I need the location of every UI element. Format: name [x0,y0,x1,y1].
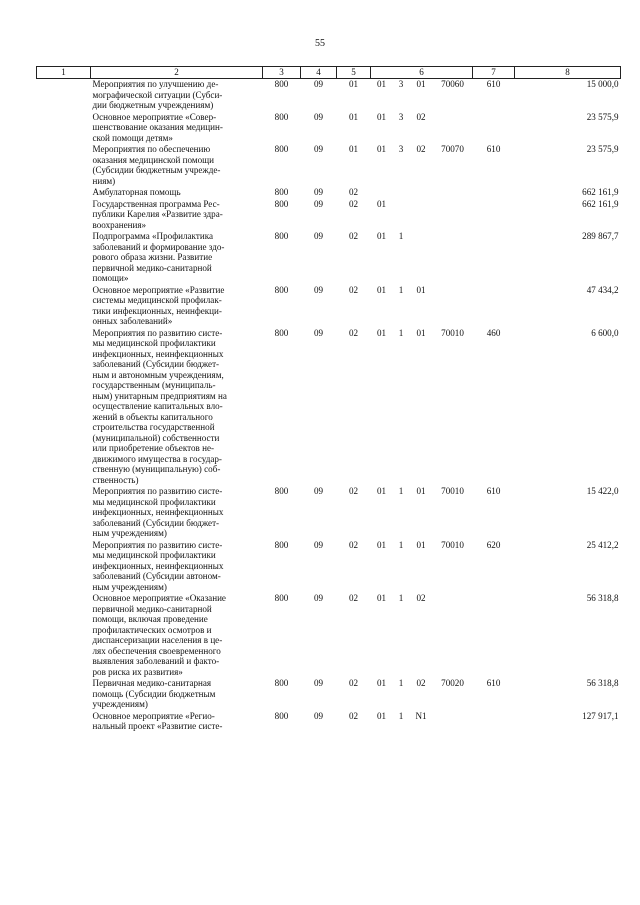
row-program-code: 01 [376,710,387,721]
row-number-cell [37,678,91,711]
row-section-code: 09 [313,144,324,154]
row-event-code: 01 [416,284,426,295]
row-subsection-code: 02 [348,187,359,197]
row-program-code: 01 [376,678,387,688]
row-subprogram-code: 1 [398,593,404,603]
row-amount: 6 600,0 [591,327,619,338]
row-number-cell [37,285,91,328]
row-subsection-code: 02 [348,327,359,338]
row-amount: 47 434,2 [586,284,619,295]
row-expense-type-code: 460 [486,327,501,338]
row-name-cell: Подпрограмма «Профилактика заболеваний и формирование здо- рового образа жизни. Развитие первичной медико-санитарной помощи» [92,231,225,283]
table-row [37,540,621,594]
table-body [37,79,621,733]
budget-table [36,66,621,733]
page-number: 55 [315,38,325,49]
row-amount: 15 000,0 [586,79,619,89]
row-subsection-code: 02 [348,593,359,603]
row-name-cell: Первичная медико-санитарная помощь (Субсидии бюджетным учреждениям) [92,678,216,709]
row-section-code: 09 [313,710,324,721]
row-section-code: 09 [313,187,324,197]
row-event-code: 02 [416,593,426,603]
row-section-code: 09 [313,486,324,496]
row-name-cell: Мероприятия по развитию систе- мы медицинской профилактики инфекционных, неинфекционных заболеваний (Субсидии бюджет- ным и автономным учреждениям, государственным (муниципаль- ным) унитарным предприятиям на осуществление капитальных вло- жений в объекты капитального строительства государственной (муниципальной) собственности или приобретение объектов не- движимого имущества в государ- ственную (муниципальную) соб- ственность) [92,327,227,485]
row-subsection-code: 02 [348,486,359,496]
row-section-code: 09 [313,327,324,338]
row-number-cell [37,112,91,145]
table-row [37,112,621,145]
row-expense-type-code: 610 [486,678,501,688]
row-event-code: 01 [416,327,426,338]
row-expense-type-code [473,593,515,678]
row-ministry-code: 800 [274,710,289,721]
row-ministry-code: 800 [274,284,289,295]
row-direction-code: 70060 [441,79,464,89]
row-direction-code [433,112,473,145]
row-section-code: 09 [313,678,324,688]
row-event-code: 02 [416,144,426,154]
table-row [37,711,621,733]
row-ministry-code: 800 [274,486,289,496]
row-number-cell [37,328,91,487]
row-section-code: 09 [313,539,324,550]
row-program-code [371,187,393,199]
row-number-cell [37,540,91,594]
row-number-cell [37,486,91,540]
row-expense-type-code: 610 [486,144,501,154]
row-expense-type-code [473,199,515,232]
row-section-code: 09 [313,79,324,89]
row-subsection-code: 02 [348,284,359,295]
row-event-code [410,199,433,232]
row-subsection-code: 02 [348,710,359,721]
row-event-code: 02 [416,111,426,122]
table-row [37,285,621,328]
row-ministry-code: 800 [274,79,289,89]
row-section-code: 09 [313,198,324,209]
row-subsection-code: 01 [348,111,359,122]
row-expense-type-code [473,285,515,328]
row-subprogram-code: 1 [398,539,404,550]
row-name-cell: Мероприятия по обеспечению оказания медицинской помощи (Субсидии бюджетным учрежде- ниям) [92,144,221,186]
row-amount: 23 575,9 [586,111,619,122]
row-name-cell: Основное мероприятие «Развитие системы медицинской профилак- тики инфекционных, неинфекци- онных заболеваний» [92,284,225,326]
row-program-code: 01 [376,79,387,89]
row-direction-code: 70020 [441,678,464,688]
row-number-cell [37,144,91,187]
row-direction-code [433,711,473,733]
header-col-1: 1 [37,67,91,79]
row-event-code: 01 [416,486,426,496]
row-amount: 25 412,2 [586,539,619,550]
row-number-cell [37,711,91,733]
row-subprogram-code: 1 [398,486,404,496]
row-direction-code [433,199,473,232]
row-name-cell: Мероприятия по улучшению де- мографической ситуации (Субси- дии бюджетным учреждениям) [92,79,223,110]
row-direction-code [433,593,473,678]
row-subprogram-code: 3 [398,79,404,89]
row-ministry-code: 800 [274,678,289,688]
row-subprogram-code: 1 [398,710,404,721]
row-ministry-code: 800 [274,111,289,122]
row-name-cell: Мероприятия по развитию систе- мы медицинской профилактики инфекционных, неинфекционных заболеваний (Субсидии автоном- ным учреждениям) [92,539,224,592]
row-name-cell: Основное мероприятие «Регио- нальный проект «Развитие систе- [92,710,223,731]
row-amount: 127 917,1 [582,710,619,721]
row-direction-code: 70010 [441,486,464,496]
row-event-code: 01 [416,539,426,550]
row-event-code [410,187,433,199]
row-subsection-code: 01 [348,79,359,89]
row-name-cell: Государственная программа Рес- публики Карелия «Развитие здра- воохранения» [92,198,223,230]
row-subsection-code: 02 [348,198,359,209]
row-program-code: 01 [376,486,387,496]
row-subprogram-code [393,199,410,232]
row-program-code: 01 [376,111,387,122]
row-name-cell: Амбулаторная помощь [92,187,181,197]
row-number-cell [37,187,91,199]
row-subprogram-code: 1 [398,678,404,688]
row-expense-type-code [473,711,515,733]
row-expense-type-code: 610 [486,79,501,89]
row-number-cell [37,199,91,232]
table-row [37,328,621,487]
row-number-cell [37,231,91,285]
row-subprogram-code: 3 [398,111,404,122]
row-event-code: N1 [415,710,427,721]
table-row [37,678,621,711]
row-ministry-code: 800 [274,327,289,338]
row-ministry-code: 800 [274,593,289,603]
row-section-code: 09 [313,231,324,241]
row-amount: 56 318,8 [586,678,619,688]
row-direction-code: 70010 [441,327,464,338]
row-number-cell [37,79,91,112]
row-expense-type-code [473,187,515,199]
row-section-code: 09 [313,593,324,603]
row-direction-code [433,285,473,328]
row-program-code: 01 [376,231,387,241]
row-name-cell: Основное мероприятие «Оказание первичной медико-санитарной помощи, включая проведение профилактических осмотров и диспансеризации населения в це- лях обеспечения своевременного выявления заболеваний и факто- ров риска их развития» [92,593,226,677]
row-subprogram-code: 1 [398,231,404,241]
row-expense-type-code: 620 [486,539,501,550]
row-direction-code [433,187,473,199]
row-amount: 662 161,9 [582,187,619,197]
table-row [37,79,621,112]
header-col-5: 5 [337,67,371,79]
row-amount: 289 867,7 [582,231,619,241]
row-amount: 23 575,9 [586,144,619,154]
row-subprogram-code: 1 [398,284,404,295]
row-direction-code [433,231,473,285]
table-row [37,486,621,540]
row-name-cell: Основное мероприятие «Совер- шенствование оказания медицин- ской помощи детям» [92,111,223,143]
row-expense-type-code [473,112,515,145]
row-program-code: 01 [376,539,387,550]
row-name-cell: Мероприятия по развитию систе- мы медицинской профилактики инфекционных, неинфекционных заболеваний (Субсидии бюджет- ным учреждениям) [92,486,224,538]
row-section-code: 09 [313,111,324,122]
table-row [37,593,621,678]
row-subprogram-code: 1 [398,327,404,338]
header-col-8: 8 [515,67,621,79]
row-program-code: 01 [376,593,387,603]
row-ministry-code: 800 [274,187,289,197]
row-program-code: 01 [376,327,387,338]
row-program-code: 01 [376,198,387,209]
row-subsection-code: 01 [348,144,359,154]
header-col-2: 2 [91,67,263,79]
row-subsection-code: 02 [348,231,359,241]
row-subsection-code: 02 [348,539,359,550]
row-program-code: 01 [376,284,387,295]
row-subprogram-code [393,187,410,199]
row-program-code: 01 [376,144,387,154]
row-event-code: 02 [416,678,426,688]
header-col-3: 3 [263,67,301,79]
row-amount: 15 422,0 [586,486,619,496]
row-subprogram-code: 3 [398,144,404,154]
row-direction-code: 70010 [441,539,464,550]
table-row [37,144,621,187]
table-row [37,187,621,199]
header-col-4: 4 [301,67,337,79]
table-row [37,199,621,232]
row-event-code [410,231,433,285]
row-section-code: 09 [313,284,324,295]
table-row [37,231,621,285]
row-expense-type-code [473,231,515,285]
header-col-6: 6 [371,67,473,79]
row-ministry-code: 800 [274,144,289,154]
row-ministry-code: 800 [274,198,289,209]
row-expense-type-code: 610 [486,486,501,496]
row-subsection-code: 02 [348,678,359,688]
row-amount: 662 161,9 [582,198,619,209]
row-ministry-code: 800 [274,231,289,241]
row-event-code: 01 [416,79,426,89]
header-col-7: 7 [473,67,515,79]
row-number-cell [37,593,91,678]
row-ministry-code: 800 [274,539,289,550]
row-amount: 56 318,8 [586,593,619,603]
row-direction-code: 70070 [441,144,464,154]
header-row [37,67,621,79]
